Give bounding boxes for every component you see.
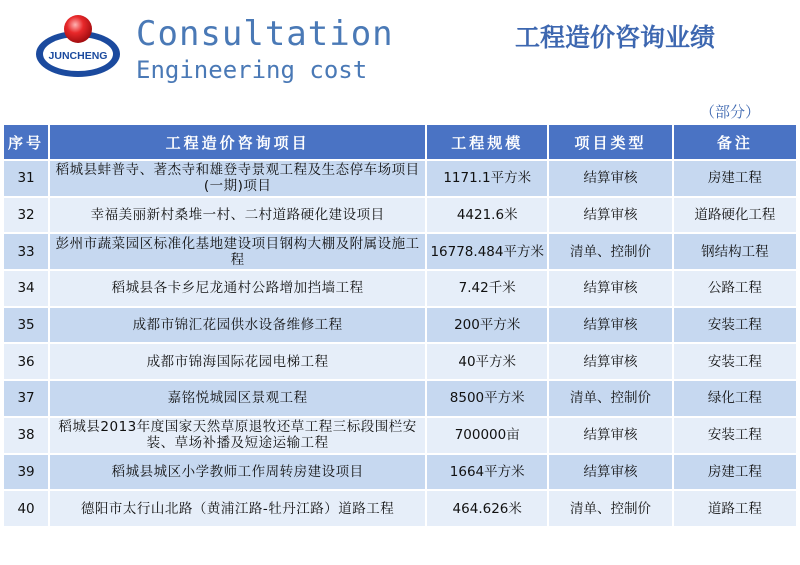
cell-remark: 安装工程 (674, 418, 796, 453)
table-row (4, 198, 796, 233)
cell-type: 结算审核 (549, 455, 671, 490)
cell-type: 结算审核 (549, 308, 671, 343)
cell-project: 稻城县城区小学教师工作周转房建设项目 (50, 455, 425, 490)
cell-type: 结算审核 (549, 344, 671, 379)
cell-project: 德阳市太行山北路（黄浦江路-牡丹江路）道路工程 (50, 491, 425, 526)
cell-project: 嘉铭悦城园区景观工程 (50, 381, 425, 416)
cell-type: 结算审核 (549, 418, 671, 453)
cell-type: 清单、控制价 (549, 491, 671, 526)
column-header-type: 项目类型 (549, 125, 671, 159)
table-row (4, 271, 796, 306)
cell-remark: 安装工程 (674, 344, 796, 379)
cell-scale: 700000亩 (427, 418, 547, 453)
cell-scale: 16778.484平方米 (427, 234, 547, 269)
cell-scale: 464.626米 (427, 491, 547, 526)
cell-type: 结算审核 (549, 198, 671, 233)
cell-project: 稻城县各卡乡尼龙通村公路增加挡墙工程 (50, 271, 425, 306)
records-table (2, 123, 798, 528)
cell-remark: 公路工程 (674, 271, 796, 306)
column-header-scale: 工程规模 (427, 125, 547, 159)
title-english-line2: Engineering cost (136, 56, 368, 84)
cell-scale: 1171.1平方米 (427, 161, 547, 196)
table-row (4, 234, 796, 269)
cell-scale: 40平方米 (427, 344, 547, 379)
partial-note: （部分） (700, 103, 761, 121)
table-header-row (4, 125, 796, 159)
cell-no: 36 (4, 344, 48, 379)
svg-text:JUNCHENG: JUNCHENG (48, 50, 108, 62)
cell-project: 幸福美丽新村桑堆一村、二村道路硬化建设项目 (50, 198, 425, 233)
table-row (4, 418, 796, 453)
cell-remark: 道路硬化工程 (674, 198, 796, 233)
cell-remark: 道路工程 (674, 491, 796, 526)
table-row (4, 344, 796, 379)
cell-scale: 8500平方米 (427, 381, 547, 416)
cell-project: 成都市锦汇花园供水设备维修工程 (50, 308, 425, 343)
table-row (4, 161, 796, 196)
cell-remark: 房建工程 (674, 455, 796, 490)
cell-project: 稻城县2013年度国家天然草原退牧还草工程三标段围栏安装、草场补播及短途运输工程 (50, 418, 425, 453)
cell-no: 38 (4, 418, 48, 453)
cell-project: 成都市锦海国际花园电梯工程 (50, 344, 425, 379)
cell-no: 40 (4, 491, 48, 526)
cell-remark: 房建工程 (674, 161, 796, 196)
cell-project: 稻城县蚌普寺、著杰寺和雄登寺景观工程及生态停车场项目(一期)项目 (50, 161, 425, 196)
cell-no: 31 (4, 161, 48, 196)
cell-scale: 4421.6米 (427, 198, 547, 233)
table-row (4, 455, 796, 490)
title-chinese: 工程造价咨询业绩 (515, 23, 716, 52)
cell-scale: 200平方米 (427, 308, 547, 343)
cell-type: 清单、控制价 (549, 381, 671, 416)
cell-remark: 安装工程 (674, 308, 796, 343)
column-header-remark: 备注 (674, 125, 796, 159)
cell-type: 清单、控制价 (549, 234, 671, 269)
cell-no: 34 (4, 271, 48, 306)
cell-no: 39 (4, 455, 48, 490)
cell-type: 结算审核 (549, 271, 671, 306)
juncheng-logo-icon (33, 12, 123, 80)
column-header-project: 工程造价咨询项目 (50, 125, 425, 159)
table-row (4, 381, 796, 416)
table-row (4, 308, 796, 343)
cell-scale: 7.42千米 (427, 271, 547, 306)
cell-no: 37 (4, 381, 48, 416)
company-logo (33, 12, 123, 80)
cell-remark: 钢结构工程 (674, 234, 796, 269)
cell-no: 32 (4, 198, 48, 233)
cell-scale: 1664平方米 (427, 455, 547, 490)
cell-remark: 绿化工程 (674, 381, 796, 416)
cell-no: 33 (4, 234, 48, 269)
table-row (4, 491, 796, 526)
cell-type: 结算审核 (549, 161, 671, 196)
column-header-no: 序号 (4, 125, 48, 159)
cell-project: 彭州市蔬菜园区标准化基地建设项目钢构大棚及附属设施工程 (50, 234, 425, 269)
cell-no: 35 (4, 308, 48, 343)
title-english-line1: Consultation (136, 14, 394, 54)
